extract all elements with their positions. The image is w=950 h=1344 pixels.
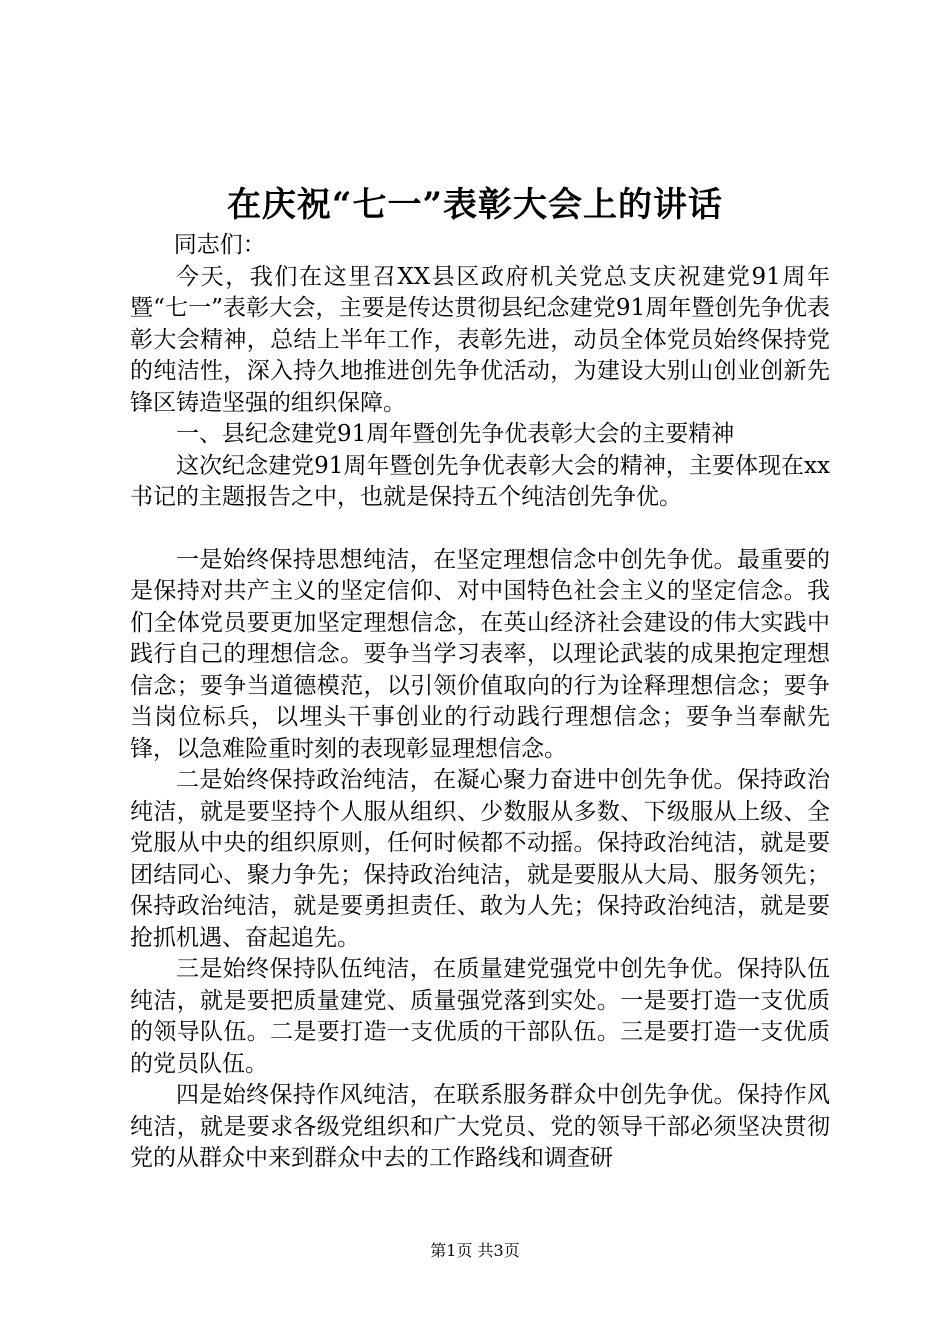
paragraph-point-2: 二是始终保持政治纯洁，在凝心聚力奋进中创先争优。保持政治纯洁，就是要坚持个人服从组织、少数服从多数、下级服从上级、全党服从中央的组织原则，任何时候都不动摇。保持政治纯洁，就是要团结同心、聚力争先；保持政治纯洁，就是要服从大局、服务领先；保持政治纯洁，就是要勇担责任、敢为人先；保持政治纯洁，就是要抢抓机遇、奋起追先。 bbox=[130, 767, 830, 951]
paragraph-point-3: 三是始终保持队伍纯洁，在质量建党强党中创先争优。保持队伍纯洁，就是要把质量建党、质量强党落到实处。一是要打造一支优质的领导队伍。二是要打造一支优质的干部队伍。三是要打造一支优质的党员队伍。 bbox=[130, 956, 830, 1077]
paragraph-spacer bbox=[130, 514, 830, 545]
paragraph-point-4: 四是始终保持作风纯洁，在联系服务群众中创先争优。保持作风纯洁，就是要求各级党组织和广大党员、党的领导干部必须坚决贯彻党的从群众中来到群众中去的工作路线和调查研 bbox=[130, 1082, 830, 1171]
paragraph-intro: 今天，我们在这里召XX县区政府机关党总支庆祝建党91周年暨“七一”表彰大会，主要是传达贯彻县纪念建党91周年暨创先争优表彰大会精神，总结上半年工作，表彰先进，动员全体党员始终保持党的纯洁性，深入持久地推进创先争优活动，为建设大别山创业创新先锋区铸造坚强的组织保障。 bbox=[130, 263, 830, 416]
section-heading-1: 一、县纪念建党91周年暨创先争优表彰大会的主要精神 bbox=[176, 421, 735, 447]
greeting: 同志们： bbox=[173, 232, 266, 258]
paragraph-summary: 这次纪念建党91周年暨创先争优表彰大会的精神，主要体现在xx书记的主题报告之中，也就是保持五个纯洁创先争优。 bbox=[130, 452, 830, 510]
paragraph-point-1: 一是始终保持思想纯洁，在坚定理想信念中创先争优。最重要的是保持对共产主义的坚定信仰、对中国特色社会主义的坚定信念。我们全体党员要更加坚定理想信念，在英山经济社会建设的伟大实践中践行自己的理想信念。要争当学习表率，以理论武装的成果抱定理想信念；要争当道德模范，以引领价值取向的行为诠释理想信念；要争当岗位标兵，以埋头干事创业的行动践行理想信念；要争当奉献先锋，以急难险重时刻的表现彰显理想信念。 bbox=[130, 546, 830, 762]
page-number-footer: 第1页 共3页 bbox=[430, 1241, 520, 1260]
document-body bbox=[130, 230, 830, 1175]
document-title: 在庆祝“七一”表彰大会上的讲话 bbox=[226, 185, 724, 225]
